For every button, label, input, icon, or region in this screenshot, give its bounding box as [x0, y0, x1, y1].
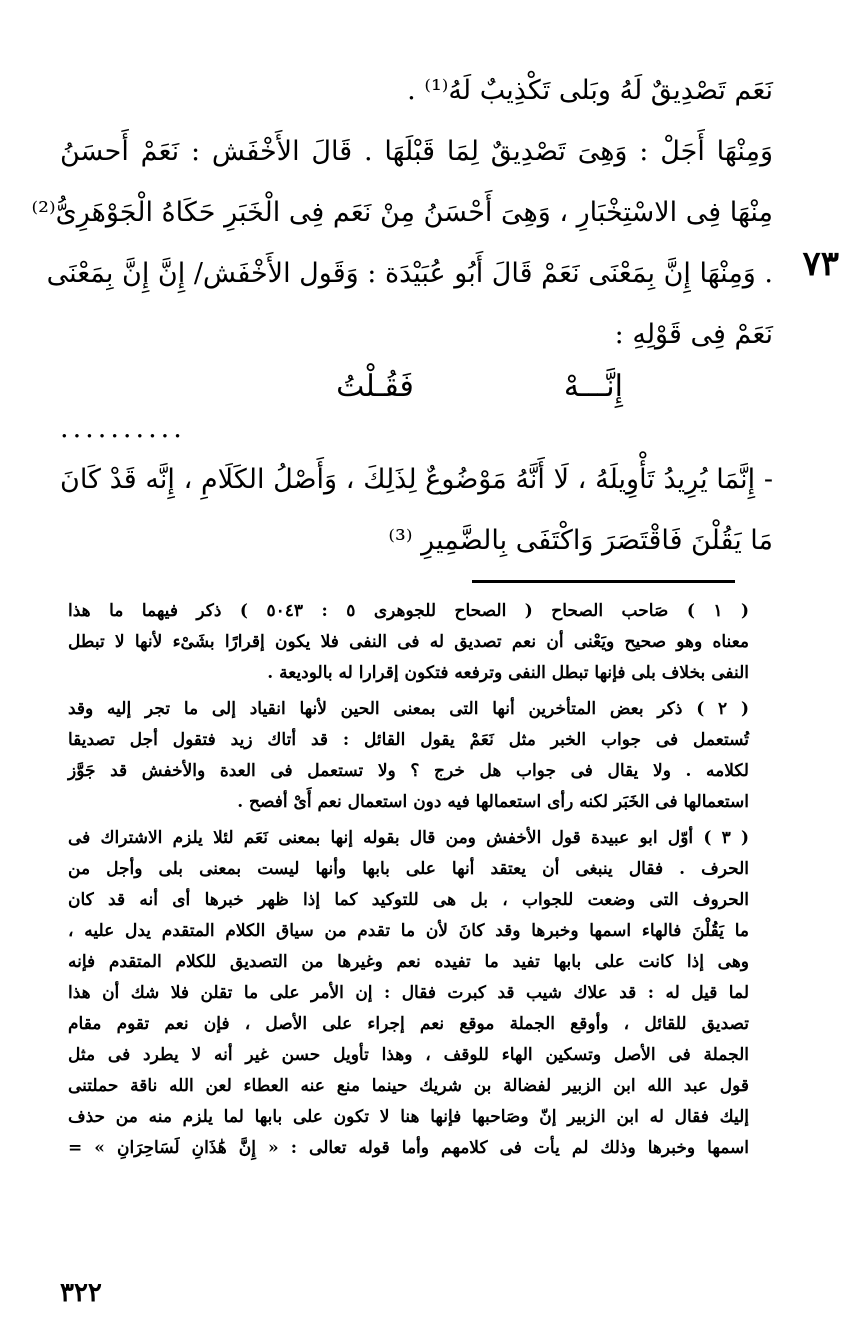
- footnote-line: معناه وهو صحيح ويَعْنى أن نعم تصديق له فى النفى فلا يكون إقرارًا بشَىْء لأنها لا تبطل: [68, 632, 749, 652]
- page-number: ٣٢٢: [60, 1278, 102, 1308]
- footnote-line: ( ٣ ) أوّل ابو عبيدة قول الأخفش ومن قال بقوله إنها بمعنى نَعَم لئلا يلزم الاشتراك فى: [68, 828, 749, 848]
- footnote-line: وهى إذا كانت على بابها تفيد ما تفيده نعم وغيرها من التصديق للكلام المتقدم فإنه: [68, 952, 749, 972]
- footnote-line: النفى بخلاف بلى فإنها تبطل النفى وترفعه فتكون إقرارا له بالوديعة .: [267, 663, 749, 683]
- main-text-line: نَعَمْ فِى قَوْلِهِ :: [614, 319, 773, 350]
- footnote-line: اسمها وخبرها وذلك لم يأت فى كلامهم وأما قوله تعالى : « إِنَّ هَٰذَانِ لَسَاحِرَانِ » =: [68, 1138, 749, 1158]
- footnote-line: لكلامه . ولا يقال فى جواب هل خرج ؟ ولا تستعمل فى العدة والأخفش قد جَوَّز: [68, 761, 749, 781]
- footnote-line: تصديق للقائل ، وأوقع الجملة موقع نعم إجراء على الأصل ، فإن نعم تقوم مقام: [68, 1014, 749, 1034]
- footnote-3: [68, 823, 749, 1164]
- main-text-line: وَمِنْهَا أَجَلْ : وَهِىَ تَصْدِيقٌ لِمَا قَبْلَهَا . قَالَ الأَخْفَش : نَعَمْ أَحسَنُ: [60, 136, 773, 167]
- verse-word: إِنَّـــهْ: [563, 369, 623, 404]
- main-text-line: مَا يَقُلْنَ فَاقْتَصَرَ وَاكْتَفَى بِالضَّمِيرِ ⁽³⁾: [388, 525, 773, 556]
- footnote-line: إليك فقال له ابن الزبير إنّ وصَاحبها فإنها هنا لا تكون على بابها لما يلزم منه من حذف: [68, 1107, 749, 1127]
- footnote-1: [68, 596, 749, 689]
- footnote-divider: [472, 580, 735, 583]
- main-text: [31, 60, 773, 571]
- footnote-line: ما يَقُلْنَ فالهاء اسمها وخبرها وقد كانَ لأن ما تقدم من سياق الكلام المتقدم يدل عليه ،: [68, 921, 749, 941]
- footnote-line: تُستعمل فى جواب الخبر مثل نَعَمْ يقول القائل : قد أتاك زيد فتقول أجل تصديقا: [68, 730, 749, 750]
- footnote-line: استعمالها فى الخَبَر لكنه رأى استعمالها فيه دون استعمال نعم أَىْ أفصح .: [237, 792, 749, 812]
- main-text-line: - إِنَّمَا يُرِيدُ تَأْوِيلَهُ ، لَا أَنَّهُ مَوْضُوعٌ لِذَلِكَ ، وَأَصْلُ الكَلَامِ ، إِنَّه قَدْ كَانَ: [60, 464, 773, 495]
- margin-number: ٧٣: [802, 244, 839, 284]
- footnote-line: الحرف . فقال ينبغى أن يعتقد أنها على بابها وأنها ليست بمعنى بلى وأجل من: [68, 859, 749, 879]
- footnote-line: قول عبد الله ابن الزبير لفضالة بن شريك حينما منع عنه العطاء لعن الله ناقة حملتنى: [68, 1076, 749, 1096]
- footnote-line: لما قيل له : قد علاك شيب قد كبرت فقال : إن الأمر على ما تقلن فلا شك أن هذا: [68, 983, 749, 1003]
- main-text-line: نَعَم تَصْدِيقٌ لَهُ وبَلى تَكْذِيبٌ لَهُ⁽¹⁾ .: [407, 75, 773, 106]
- footnotes: [68, 596, 749, 1169]
- verse-line: [60, 365, 773, 409]
- verse-word: فَقُـلْتُ: [336, 369, 414, 404]
- main-text-line: مِنْهَا فِى الاسْتِخْبَارِ ، وَهِىَ أَحْسَنُ مِنْ نَعَم فِى الْخَبَرِ حَكَاهُ الْجَوْهَرِىُّ⁽²⁾: [31, 197, 773, 228]
- footnote-line: ( ٢ ) ذكر بعض المتأخرين أنها التى بمعنى الحين لأنها انقياد إلى ما تجر إليه وقد: [68, 699, 749, 719]
- footnote-2: [68, 694, 749, 818]
- ellipsis-line: ..........: [60, 413, 186, 444]
- main-text-line: . وَمِنْهَا إِنَّ بِمَعْنَى نَعَمْ قَالَ أَبُو عُبَيْدَة : وَقَول الأَخْفَش/ إِنَّ إِنَّ بِمَعْنَى: [46, 258, 773, 289]
- footnote-line: الجملة فى الأصل وتسكين الهاء للوقف ، وهذا تأويل حسن غير أنه لا يطرد فى مثل: [68, 1045, 749, 1065]
- footnote-line: ( ١ ) صَاحب الصحاح ( الصحاح للجوهرى ٥ : ٥٠٤٣ ) ذكر فيهما ما هذا: [68, 601, 750, 621]
- footnote-line: الحروف التى وضعت للجواب ، بل هى للتوكيد كما إذا ظهر خبرها أى أنه قد كان: [68, 890, 750, 910]
